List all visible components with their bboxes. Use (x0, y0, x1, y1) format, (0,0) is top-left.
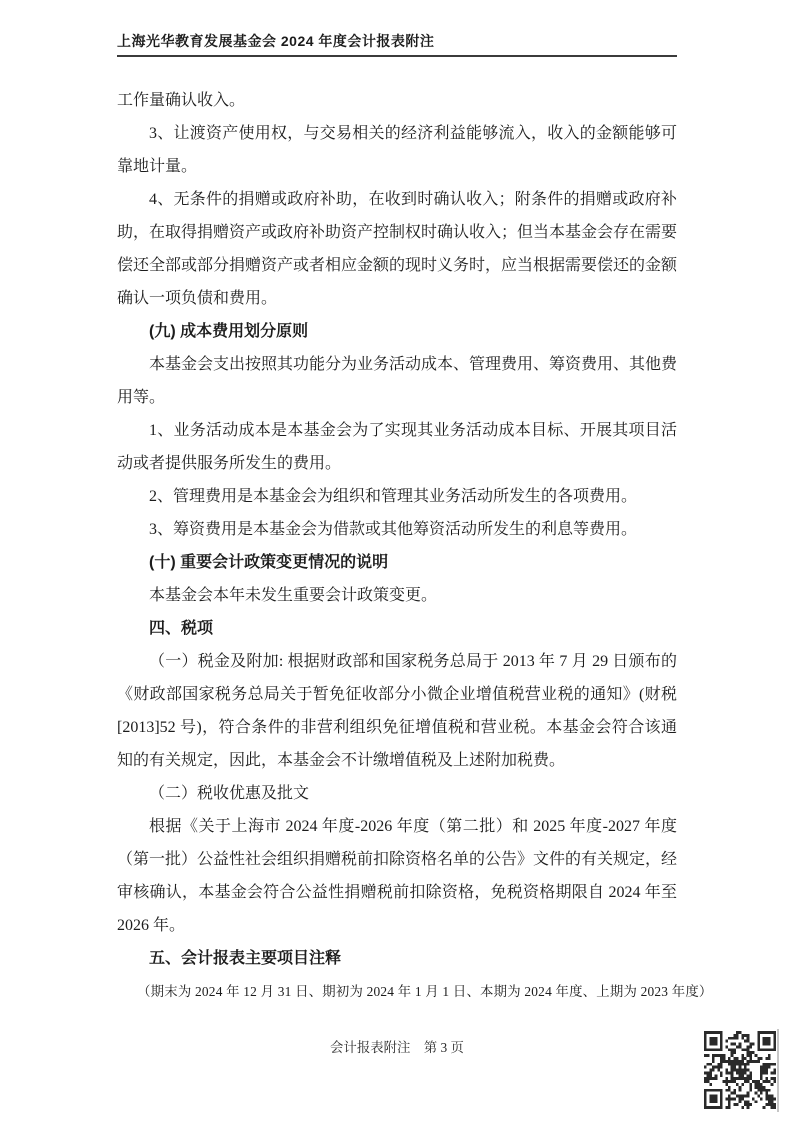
section-heading: 四、税项 (149, 620, 214, 637)
paragraph: （一）税金及附加: 根据财政部和国家税务总局于 2013 年 7 月 29 日颁布的《财政部国家税务总局关于暂免征收部分小微企业增值税营业税的通知》(财税[2013]52 号)，符合条件的非营利组织免征增值税和营业税。本基金会符合该通知的有关规定，因此，本基金会不计缴增值税及上述附加税费。 (117, 653, 677, 769)
paragraph: 本基金会支出按照其功能分为业务活动成本、管理费用、筹资费用、其他费用等。 (117, 356, 678, 406)
paragraph: 3、让渡资产使用权，与交易相关的经济利益能够流入，收入的金额能够可靠地计量。 (117, 125, 677, 175)
section-heading: (十) 重要会计政策变更情况的说明 (149, 554, 389, 571)
page-edge-shadow (777, 1029, 779, 1112)
paragraph: 本基金会本年未发生重要会计政策变更。 (149, 587, 438, 604)
qr-code-icon (704, 1031, 776, 1109)
page-header-title: 上海光华教育发展基金会 2024 年度会计报表附注 (117, 31, 677, 57)
page-footer (117, 1037, 677, 1056)
document-body (117, 84, 713, 1008)
paragraph: 2、管理费用是本基金会为组织和管理其业务活动所发生的各项费用。 (149, 488, 638, 505)
paragraph: 3、筹资费用是本基金会为借款或其他筹资活动所发生的利息等费用。 (149, 521, 638, 538)
section-heading: 五、会计报表主要项目注释 (149, 950, 342, 967)
footer-text: 会计报表附注 第 3 页 (330, 1040, 464, 1055)
paragraph: 根据《关于上海市 2024 年度-2026 年度（第二批）和 2025 年度-2027 年度（第一批）公益性社会组织捐赠税前扣除资格名单的公告》文件的有关规定，经审核确认，本基金会符合公益性捐赠税前扣除资格，免税资格期限自 2024 年至 2026 年。 (117, 818, 678, 934)
paragraph: 1、业务活动成本是本基金会为了实现其业务活动成本目标、开展其项目活动或者提供服务所发生的费用。 (117, 422, 677, 472)
paragraph: 工作量确认收入。 (117, 92, 246, 109)
period-note: （期末为 2024 年 12 月 31 日、期初为 2024 年 1 月 1 日、本期为 2024 年度、上期为 2023 年度） (137, 984, 713, 999)
paragraph: 4、无条件的捐赠或政府补助，在收到时确认收入；附条件的捐赠或政府补助，在取得捐赠资产或政府补助资产控制权时确认收入；但当本基金会存在需要偿还全部或部分捐赠资产或者相应金额的现时义务时，应当根据需要偿还的金额确认一项负债和费用。 (117, 191, 678, 307)
section-heading: (九) 成本费用划分原则 (149, 323, 309, 340)
paragraph: （二）税收优惠及批文 (149, 785, 310, 802)
